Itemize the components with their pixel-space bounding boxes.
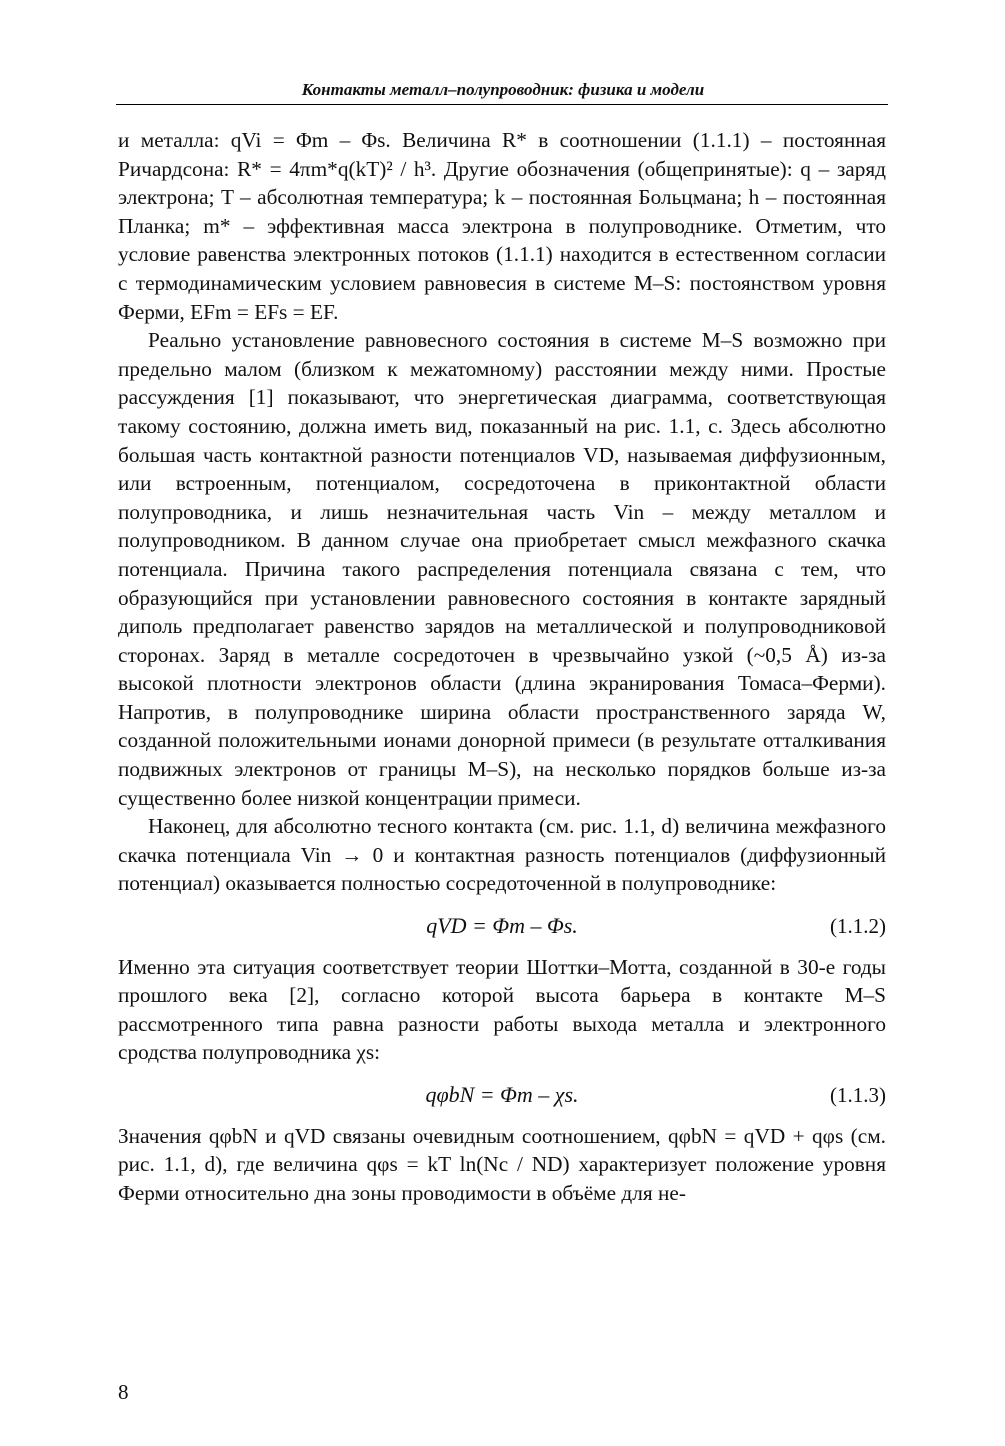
equation-formula: qφbN = Φm – χs. — [425, 1082, 579, 1107]
paragraph-5: Значения qφbN и qVD связаны очевидным соотношением, qφbN = qVD + qφs (см. рис. 1.1, d), где величина qφs = kT ln(Nc / ND) характеризует положение уровня Ферми относительно дна зоны проводимости в объёме для не- — [118, 1123, 886, 1205]
page-number: 8 — [118, 1380, 129, 1404]
equation-number: (1.1.3) — [830, 1083, 886, 1107]
paragraph-4: Именно эта ситуация соответствует теории Шоттки–Мотта, созданной в 30-е годы прошлого века [2], согласно которой высота барьера в контакте M–S рассмотренного типа равна разности работы выхода металла и электронного сродства полупроводника χs: — [118, 954, 886, 1065]
running-header: Контакты металл–полупроводник: физика и модели — [301, 80, 705, 99]
body-text — [118, 126, 886, 1207]
header-rule — [116, 104, 888, 105]
paragraph-1: и металла: qVi = Φm – Φs. Величина R* в соотношении (1.1.1) – постоянная Ричардсона: R* = 4πm*q(kT)² / h³. Другие обозначения (общепринятые): q – заряд электрона; T – абсолютная температура; k – постоянная Больцмана; h – постоянная Планка; m* – эффективная масса электрона в полупроводнике. Отметим, что условие равенства электронных потоков (1.1.1) находится в естественном согласии с термодинамическим условием равновесия в системе M–S: постоянством уровня Ферми, EFm = EFs = EF. — [118, 128, 886, 324]
equation-number: (1.1.2) — [830, 914, 886, 939]
paragraph-2: Реально установление равновесного состояния в системе M–S возможно при предельно малом (близком к межатомному) расстоянии между ними. Простые рассуждения [1] показывают, что энергетическая диаграмма, соответствующая такому состоянию, должна иметь вид, показанный на рис. 1.1, c. Здесь абсолютно большая часть контактной разности потенциалов VD, называемая диффузионным, или встроенным, потенциалом, сосредоточена в приконтактной области полупроводника, и лишь незначительная часть Vin – между металлом и полупроводником. В данном случае она приобретает смысл межфазного скачка потенциала. Причина такого распределения потенциала связана с тем, что образующийся при установлении равновесного состояния в контакте зарядный диполь предполагает равенство зарядов на металлической и полупроводниковой сторонах. Заряд в металле сосредоточен в чрезвычайно узкой (~0,5 Å) из-за высокой плотности электронов области (длина экранирования Томаса–Ферми). Напротив, в полупроводнике ширина области пространственного заряда W, созданной положительными ионами донорной примеси (в результате отталкивания подвижных электронов от границы M–S), на несколько порядков больше из-за существенно более низкой концентрации примеси. — [118, 328, 886, 810]
equation-1-1-2 — [118, 912, 886, 941]
equation-1-1-3 — [118, 1081, 886, 1110]
paragraph-3: Наконец, для абсолютно тесного контакта (см. рис. 1.1, d) величина межфазного скачка потенциала Vin → 0 и контактная разность потенциалов (диффузионный потенциал) оказывается полностью сосредоточенной в полупроводнике: — [118, 814, 886, 896]
equation-formula: qVD = Φm – Φs. — [426, 913, 578, 939]
